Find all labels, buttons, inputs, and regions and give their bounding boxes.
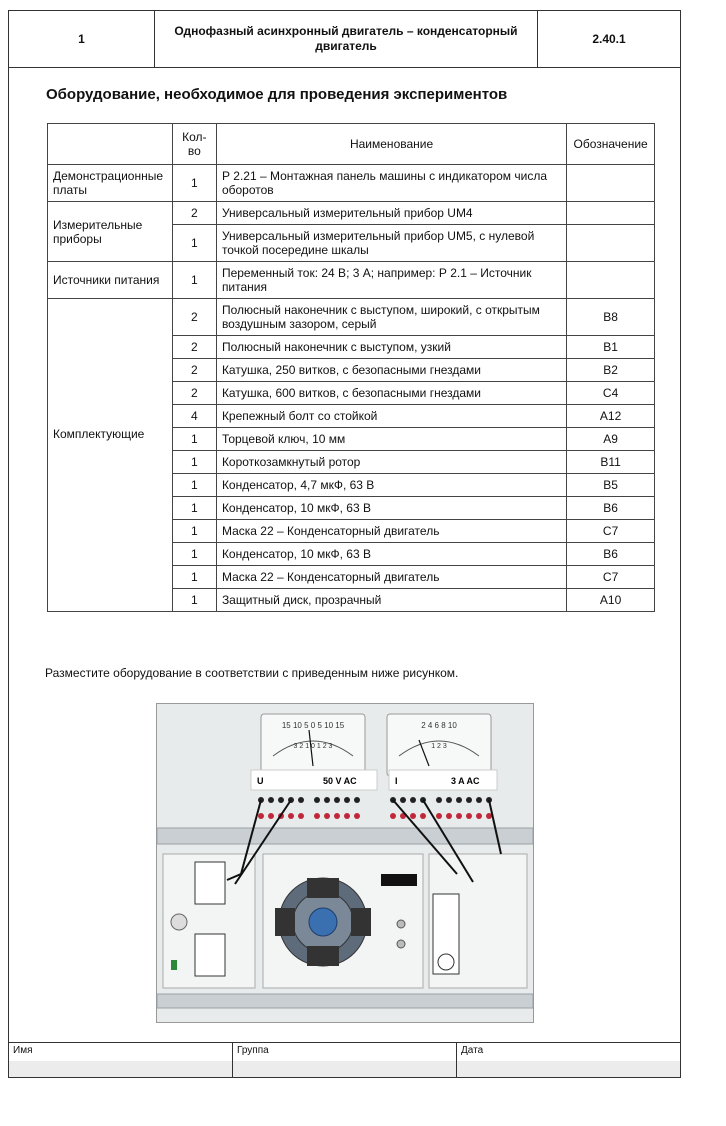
equipment-photo: [156, 703, 534, 1023]
quantity-cell: 1: [172, 589, 216, 612]
quantity-cell: 1: [172, 474, 216, 497]
name-cell: Полюсный наконечник с выступом, широкий, с открытым воздушным зазором, серый: [216, 299, 566, 336]
footer-date-label: Дата: [461, 1045, 484, 1056]
left-meter-label-u: U: [257, 776, 264, 786]
designation-cell: B11: [567, 451, 655, 474]
footer-name-label: Имя: [9, 1043, 233, 1061]
header-code: 2.40.1: [592, 31, 626, 46]
designation-cell: B5: [567, 474, 655, 497]
name-cell: Универсальный измерительный прибор UM5, с нулевой точкой посередине шкалы: [216, 225, 566, 262]
right-meter-label-range: 3 A AC: [451, 776, 480, 786]
designation-cell: B8: [567, 299, 655, 336]
quantity-cell: 2: [172, 299, 216, 336]
table-row: [48, 299, 655, 336]
name-cell: Торцевой ключ, 10 мм: [216, 428, 566, 451]
section-title: Оборудование, необходимое для проведения экспериментов: [46, 86, 508, 103]
name-cell: Конденсатор, 10 мкФ, 63 В: [216, 497, 566, 520]
designation-cell: C7: [567, 520, 655, 543]
header-category: [48, 124, 173, 165]
quantity-cell: 2: [172, 202, 216, 225]
name-cell: Крепежный болт со стойкой: [216, 405, 566, 428]
designation-cell: B1: [567, 336, 655, 359]
quantity-cell: 1: [172, 428, 216, 451]
name-cell: Р 2.21 – Монтажная панель машины с индикатором числа оборотов: [216, 165, 566, 202]
header-title: Однофазный асинхронный двигатель – конденсаторный двигатель: [155, 11, 538, 67]
category-cell: Демонстрационные платы: [48, 165, 173, 202]
frame-left-line: [8, 68, 9, 554]
designation-cell: B6: [567, 497, 655, 520]
footer-group-field[interactable]: [233, 1061, 457, 1077]
quantity-cell: 1: [172, 262, 216, 299]
name-cell: Переменный ток: 24 В; 3 А; например: Р 2.1 – Источник питания: [216, 262, 566, 299]
name-cell: Универсальный измерительный прибор UM4: [216, 202, 566, 225]
name-cell: Катушка, 250 витков, с безопасными гнездами: [216, 359, 566, 382]
equipment-illustration: [157, 704, 533, 1022]
designation-cell: B6: [567, 543, 655, 566]
category-cell: Комплектующие: [48, 299, 173, 612]
name-cell: Катушка, 600 витков, с безопасными гнездами: [216, 382, 566, 405]
name-cell: Маска 22 – Конденсаторный двигатель: [216, 566, 566, 589]
quantity-cell: 2: [172, 336, 216, 359]
left-meter-label-range: 50 V AC: [323, 776, 357, 786]
footer-group-label: Группа: [233, 1043, 457, 1061]
name-cell: Конденсатор, 10 мкФ, 63 В: [216, 543, 566, 566]
designation-cell: [567, 225, 655, 262]
table-row: [48, 202, 655, 225]
instruction-text: Разместите оборудование в соответствии с приведенным ниже рисунком.: [45, 666, 459, 680]
table-row: [48, 165, 655, 202]
quantity-cell: 1: [172, 165, 216, 202]
name-cell: Конденсатор, 4,7 мкФ, 63 В: [216, 474, 566, 497]
footer-name-field[interactable]: [9, 1061, 233, 1077]
quantity-cell: 1: [172, 520, 216, 543]
footer-date-field[interactable]: [457, 1061, 680, 1077]
left-meter-scale-bottom: 3 2 1 0 1 2 3: [293, 743, 333, 750]
document-footer: [8, 1042, 681, 1078]
designation-cell: A12: [567, 405, 655, 428]
designation-cell: C4: [567, 382, 655, 405]
quantity-cell: 4: [172, 405, 216, 428]
frame-left-line-lower: [8, 554, 9, 1078]
name-cell: Маска 22 – Конденсаторный двигатель: [216, 520, 566, 543]
frame-right-line: [680, 68, 681, 554]
right-meter-label-i: I: [395, 776, 398, 786]
quantity-cell: 2: [172, 359, 216, 382]
header-name: Наименование: [216, 124, 566, 165]
header-designation: Обозначение: [567, 124, 655, 165]
frame-right-line-lower: [680, 554, 681, 1078]
table-header-row: [48, 124, 655, 165]
designation-cell: [567, 165, 655, 202]
name-cell: Защитный диск, прозрачный: [216, 589, 566, 612]
designation-cell: A10: [567, 589, 655, 612]
table-row: [48, 262, 655, 299]
quantity-cell: 2: [172, 382, 216, 405]
right-meter-scale-bottom: 1 2 3: [431, 743, 447, 750]
name-cell: Полюсный наконечник с выступом, узкий: [216, 336, 566, 359]
quantity-cell: 1: [172, 225, 216, 262]
equipment-table: [47, 123, 655, 612]
designation-cell: [567, 202, 655, 225]
quantity-cell: 1: [172, 566, 216, 589]
name-cell: Короткозамкнутый ротор: [216, 451, 566, 474]
right-meter-scale-top: 2 4 6 8 10: [421, 721, 457, 730]
header-number: 1: [9, 11, 155, 67]
left-meter-scale-top: 15 10 5 0 5 10 15: [281, 721, 345, 730]
header-quantity: Кол-во: [172, 124, 216, 165]
designation-cell: [567, 262, 655, 299]
designation-cell: B2: [567, 359, 655, 382]
quantity-cell: 1: [172, 497, 216, 520]
designation-cell: C7: [567, 566, 655, 589]
category-cell: Источники питания: [48, 262, 173, 299]
quantity-cell: 1: [172, 451, 216, 474]
document-header: [8, 10, 681, 68]
designation-cell: A9: [567, 428, 655, 451]
category-cell: Измерительные приборы: [48, 202, 173, 262]
quantity-cell: 1: [172, 543, 216, 566]
